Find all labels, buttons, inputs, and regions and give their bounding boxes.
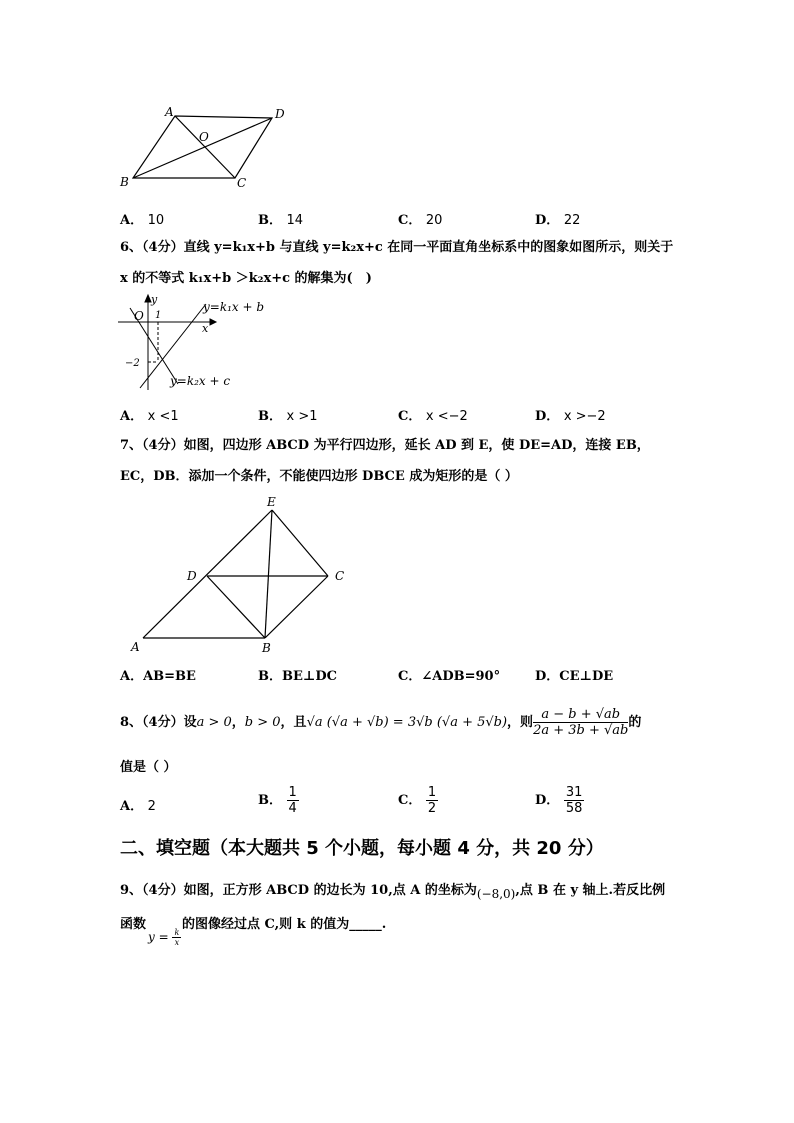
q6-option-d[interactable]: D． x >−2 — [535, 409, 606, 424]
q9-stem-line1: 9、（4分）如图，正方形 ABCD 的边长为 10,点 A 的坐标为(−8,0),点 B 在 y 轴上.若反比例 — [120, 883, 666, 901]
q7-option-c[interactable]: C．∠ADB=90° — [398, 669, 501, 684]
q6-tick-one: 1 — [155, 310, 162, 321]
q7-point-D: D — [187, 569, 197, 583]
q6-axis-x-label: x — [202, 322, 209, 335]
q6-axis-y-label: y — [151, 293, 158, 306]
q7-option-a[interactable]: A．AB=BE — [120, 669, 196, 684]
q7-rectangle-figure — [125, 495, 355, 660]
q7-option-d[interactable]: D．CE⊥DE — [535, 669, 614, 684]
q5-point-D: D — [275, 107, 285, 121]
q5-point-C: C — [237, 176, 247, 190]
q9-coordinate: (−8,0) — [476, 887, 516, 901]
q8-expression-fraction: $\frac{a - b + √ab}{2a + 3b + √ab}$ — [533, 707, 629, 738]
q8-equation: √a (√a + √b) = 3√b (√a + 5√b) — [306, 715, 508, 730]
q6-option-c[interactable]: C． x <−2 — [398, 409, 468, 424]
q7-point-C: C — [335, 569, 345, 583]
q5-point-A: A — [165, 105, 174, 119]
q8-cond-b: b > 0 — [244, 715, 281, 730]
q8-option-b[interactable]: B． $\frac{1}{4}$ — [258, 785, 297, 816]
q6-line2-label: y=k₂x + c — [170, 374, 231, 388]
q6-line-graph — [118, 292, 278, 392]
q9-stem-line2: 函数 — [120, 917, 147, 932]
q5-option-d[interactable]: D． 22 — [535, 213, 581, 228]
q7-point-E: E — [267, 495, 276, 509]
q8-option-c[interactable]: C． $\frac{1}{2}$ — [398, 785, 437, 816]
q6-line1-label: y=k₁x + b — [203, 300, 265, 314]
q5-option-c[interactable]: C． 20 — [398, 213, 443, 228]
q6-stem-line2: x 的不等式 k₁x+b ＞k₂x+c 的解集为( ) — [120, 271, 372, 286]
q5-point-O: O — [199, 130, 209, 144]
q5-point-B: B — [120, 175, 129, 189]
q9-stem-line2-tail: 的图像经过点 C,则 k 的值为_____. — [182, 917, 387, 932]
q8-option-d[interactable]: D． $\frac{31}{58}$ — [535, 785, 583, 816]
q7-point-B: B — [262, 641, 271, 655]
q5-option-b[interactable]: B． 14 — [258, 213, 304, 228]
q7-point-A: A — [131, 640, 140, 654]
q8-stem-line2: 值是（ ） — [120, 760, 177, 775]
q7-stem-line2: EC，DB．添加一个条件，不能使四边形 DBCE 成为矩形的是（ ） — [120, 469, 518, 484]
q5-parallelogram-figure — [115, 100, 300, 195]
q6-option-a[interactable]: A． x <1 — [120, 409, 179, 424]
q5-option-a[interactable]: A． 10 — [120, 213, 165, 228]
q6-stem-line1: 6、（4分）直线 y=k₁x+b 与直线 y=k₂x+c 在同一平面直角坐标系中的图象如图所示，则关于 — [120, 240, 674, 255]
q6-tick-minus2: −2 — [125, 358, 140, 369]
q6-option-b[interactable]: B． x >1 — [258, 409, 318, 424]
q8-option-a[interactable]: A． 2 — [120, 799, 156, 814]
q8-cond-a: a > 0 — [196, 715, 232, 730]
q9-function-formula: y = $\frac{k}{x}$ — [148, 928, 180, 947]
q6-origin-label: O — [134, 309, 144, 323]
q8-stem-line1: 8、（4分）设a > 0，b > 0，且√a (√a + √b) = 3√b (√a + 5√b)，则 $\frac{a - b + √ab}{2a + 3b + √ab}$ 的 — [120, 707, 642, 738]
q7-stem-line1: 7、（4分）如图，四边形 ABCD 为平行四边形，延长 AD 到 E，使 DE=AD，连接 EB， — [120, 438, 650, 453]
q7-option-b[interactable]: B．BE⊥DC — [258, 669, 337, 684]
section-2-title: 二、填空题（本大题共 5 个小题，每小题 4 分，共 20 分） — [120, 838, 604, 859]
